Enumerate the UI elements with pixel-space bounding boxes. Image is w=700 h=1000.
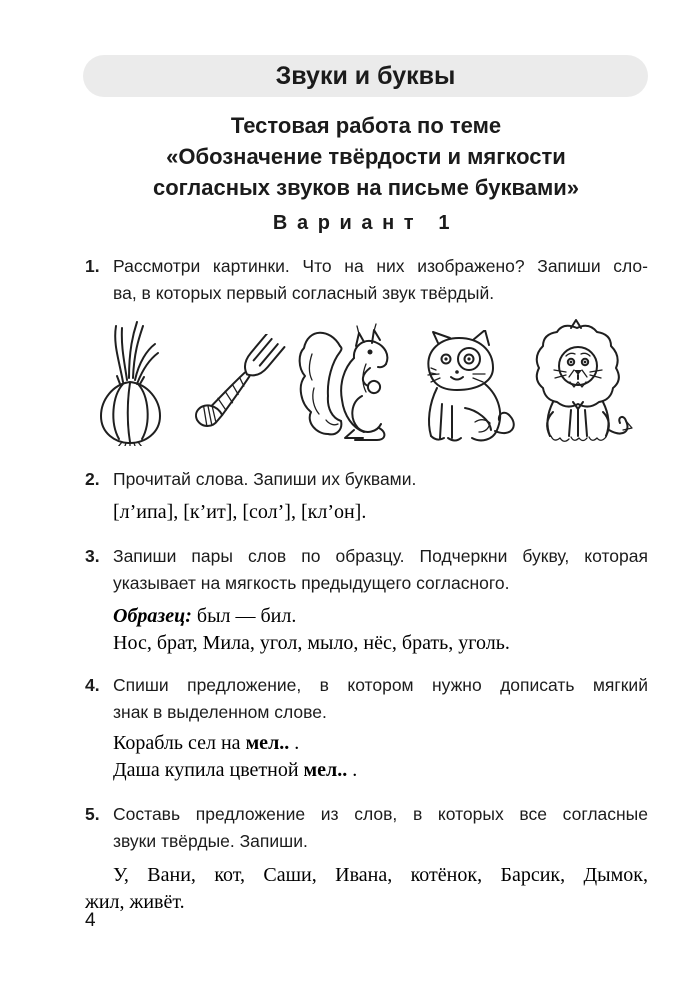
- page-number: 4: [85, 910, 96, 931]
- task-1-text-line2: ва, в которых первый согласный звук твёрдый.: [113, 283, 495, 303]
- task-5: [85, 801, 648, 917]
- section-header: [83, 55, 648, 97]
- task-3-text-line1: Запиши пары слов по образцу. Подчеркни букву, которая: [113, 545, 648, 566]
- task-3: [85, 543, 648, 658]
- task-3-number: 3.: [85, 545, 100, 566]
- onion-picture: [93, 320, 168, 446]
- squirrel-picture: [296, 322, 400, 446]
- task-4-sentence-1: [113, 730, 648, 758]
- task-5-text-line2: звуки твёрдые. Запиши.: [113, 830, 308, 851]
- section-title: Звуки и буквы: [275, 61, 456, 90]
- test-title: [83, 110, 649, 203]
- sentence-2-bold-word: мел..: [303, 759, 348, 781]
- task-2-text: Прочитай слова. Запиши их буквами.: [113, 469, 417, 489]
- task-3-sample: [113, 603, 648, 631]
- sentence-2-text: Даша купила цветной: [113, 759, 304, 781]
- picture-row: [93, 318, 633, 446]
- lion-picture: [523, 318, 633, 446]
- sentence-2-period: .: [347, 759, 358, 781]
- sentence-1-bold-word: мел..: [245, 731, 290, 754]
- task-1-number: 1.: [85, 256, 100, 276]
- task-3-words: Нос, брат, Мила, угол, мыло, нёс, брать, уголь.: [113, 632, 510, 654]
- sample-text: был — бил.: [191, 604, 297, 627]
- task-5-words-line1: У, Вани, кот, Саши, Ивана, котёнок, Барсик, Дымок,: [113, 863, 648, 886]
- task-5-words-line2: жил, живёт.: [85, 891, 185, 913]
- task-2: [85, 466, 648, 527]
- task-4: [85, 672, 648, 785]
- test-title-line2: «Обозначение твёрдости и мягкости: [166, 144, 566, 169]
- task-4-text-line2: знак в выделенном слове.: [113, 701, 327, 722]
- variant-label: Вариант 1: [272, 212, 460, 234]
- task-4-number: 4.: [85, 674, 100, 695]
- test-title-line1: Тестовая работа по теме: [230, 113, 502, 138]
- sentence-1-text: Корабль сел на: [113, 731, 246, 754]
- test-title-line3: согласных звуков на письме буквами»: [153, 175, 579, 200]
- task-2-number: 2.: [85, 469, 100, 489]
- task-1-text-line1: Рассмотри картинки. Что на них изображено? Запиши сло-: [113, 256, 648, 276]
- task-2-transcriptions: [л’ипа], [к’ит], [сол’], [кл’он].: [113, 501, 367, 523]
- sentence-1-period: .: [289, 731, 300, 754]
- task-list: [85, 253, 648, 917]
- fork-picture: [176, 334, 288, 446]
- sample-label: Образец:: [113, 604, 192, 627]
- task-5-text-line1: Составь предложение из слов, в которых все согласные: [113, 803, 648, 824]
- task-1: [85, 253, 648, 452]
- task-5-number: 5.: [85, 803, 100, 824]
- task-3-text-line2: указывает на мягкость предыдущего согласного.: [113, 572, 510, 593]
- task-4-sentence-2: [113, 757, 648, 785]
- task-4-text-line1: Спиши предложение, в котором нужно дописать мягкий: [113, 674, 648, 695]
- cat-picture: [407, 330, 515, 446]
